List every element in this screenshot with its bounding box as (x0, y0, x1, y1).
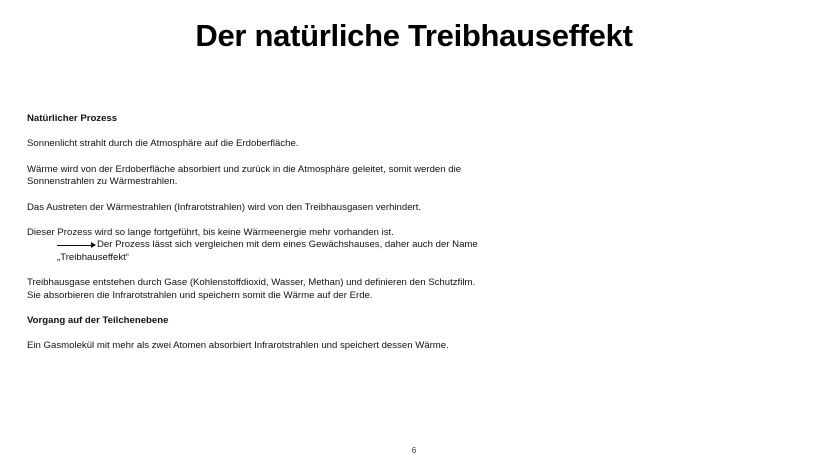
section-heading-particle-level: Vorgang auf der Teilchenebene (27, 315, 169, 327)
paragraph-heat-line-2: Sonnenstrahlen zu Wärmestrahlen. (27, 176, 178, 188)
paragraph-process-comparison: Der Prozess lässt sich vergleichen mit dem eines Gewächshauses, daher auch der Name (97, 239, 478, 251)
slide-title: Der natürliche Treibhauseffekt (195, 18, 633, 53)
paragraph-heat-line-1: Wärme wird von der Erdoberfläche absorbiert und zurück in die Atmosphäre geleitet, somit werden die (27, 163, 462, 175)
paragraph-process-line-3: „Treibhauseffekt“ (57, 251, 129, 263)
section-heading-natural-process: Natürlicher Prozess (27, 113, 118, 124)
slide-body (27, 113, 587, 353)
paragraph-gases-line-2: Sie absorbieren die Infrarotstrahlen und speichern somit die Wärme auf der Erde. (27, 289, 373, 301)
right-arrow-icon (57, 245, 95, 246)
paragraph-gases-line-1: Treibhausgase entstehen durch Gase (Kohlenstoffdioxid, Wasser, Methan) und definieren den Schutzfilm. (27, 277, 476, 289)
paragraph-sunlight: Sonnenlicht strahlt durch die Atmosphäre auf die Erdoberfläche. (27, 138, 299, 150)
paragraph-infrared: Das Austreten der Wärmestrahlen (Infrarotstrahlen) wird von den Treibhausgasen verhindert. (27, 201, 422, 213)
paragraph-process-line-1: Dieser Prozess wird so lange fortgeführt, bis keine Wärmeenergie mehr vorhanden ist. (27, 227, 394, 239)
paragraph-gas-molecule: Ein Gasmolekül mit mehr als zwei Atomen absorbiert Infrarotstrahlen und speichert dessen Wärme. (27, 340, 449, 352)
page-number: 6 (411, 446, 417, 455)
paragraph-process-arrow-line (27, 239, 587, 251)
